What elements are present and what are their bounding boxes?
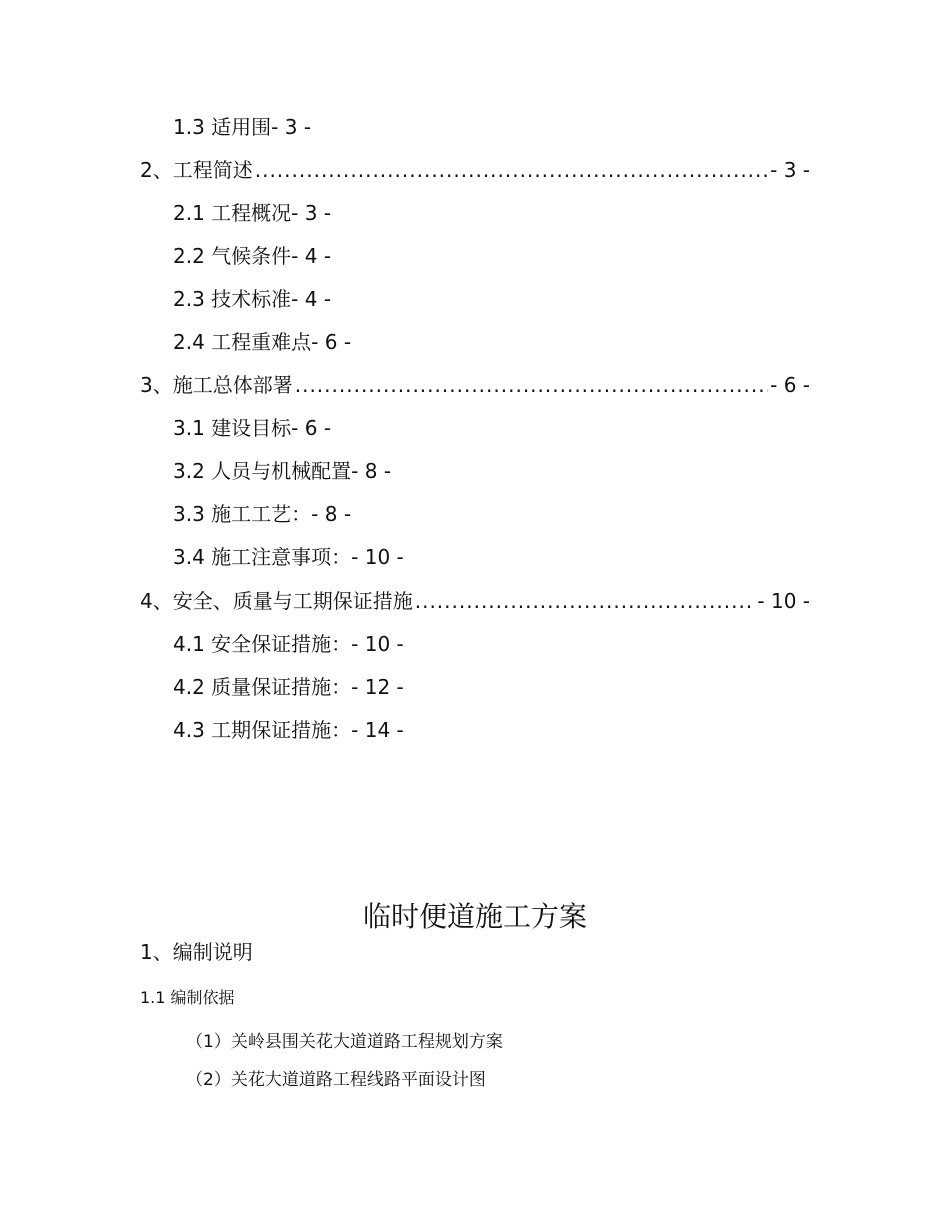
toc-entry-page: - 10 - (757, 589, 810, 613)
toc-entry-2[interactable] (140, 157, 810, 183)
basis-item-1: （1）关岭县围关花大道道路工程规划方案 (186, 1032, 503, 1052)
toc-entry-3-4[interactable] (173, 544, 404, 570)
toc-entry-2-1[interactable] (173, 200, 331, 226)
toc-entry-4-2[interactable] (173, 674, 404, 700)
toc-dot-leader (415, 588, 756, 614)
document-title: 临时便道施工方案 (362, 900, 587, 933)
toc-entry-label: 3.3 施工工艺：- 8 - (173, 502, 352, 526)
toc-dot-leader (295, 372, 768, 398)
toc-entry-label: 2.1 工程概况- 3 - (173, 201, 332, 225)
toc-entry-label: 4.2 质量保证措施：- 12 - (173, 675, 404, 699)
toc-entry-3-1[interactable] (173, 415, 331, 441)
toc-entry-label: 3.4 施工注意事项：- 10 - (173, 545, 404, 569)
section-heading-1-1: 1.1 编制依据 (140, 988, 235, 1007)
toc-entry-4-3[interactable] (173, 717, 404, 743)
toc-entry-2-2[interactable] (173, 243, 331, 269)
toc-entry-label: 2.4 工程重难点- 6 - (173, 330, 352, 354)
toc-entry-label: 4.3 工期保证措施：- 14 - (173, 718, 404, 742)
toc-dot-leader (255, 157, 768, 183)
toc-entry-2-4[interactable] (173, 329, 351, 355)
toc-entry-label: 2.2 气候条件- 4 - (173, 244, 332, 268)
toc-entry-label: 4、安全、质量与工期保证措施 (140, 589, 413, 613)
toc-entry-label: 4.1 安全保证措施：- 10 - (173, 632, 404, 656)
toc-entry-label: 3、施工总体部署 (140, 373, 293, 397)
toc-entry-3-2[interactable] (173, 458, 391, 484)
toc-entry-4[interactable] (140, 588, 810, 614)
toc-entry-label: 1.3 适用围- 3 - (173, 115, 312, 139)
basis-item-2: （2）关花大道道路工程线路平面设计图 (186, 1070, 486, 1090)
toc-entry-page: - 3 - (770, 158, 810, 182)
toc-entry-1-3[interactable] (173, 114, 311, 140)
section-heading-1: 1、编制说明 (140, 940, 253, 964)
toc-entry-label: 2.3 技术标准- 4 - (173, 287, 332, 311)
toc-entry-label: 2、工程简述 (140, 158, 253, 182)
toc-entry-2-3[interactable] (173, 286, 331, 312)
toc-entry-label: 3.1 建设目标- 6 - (173, 416, 332, 440)
toc-entry-4-1[interactable] (173, 631, 404, 657)
toc-entry-3[interactable] (140, 372, 810, 398)
toc-entry-3-3[interactable] (173, 501, 351, 527)
toc-entry-label: 3.2 人员与机械配置- 8 - (173, 459, 392, 483)
toc-entry-page: - 6 - (770, 373, 810, 397)
